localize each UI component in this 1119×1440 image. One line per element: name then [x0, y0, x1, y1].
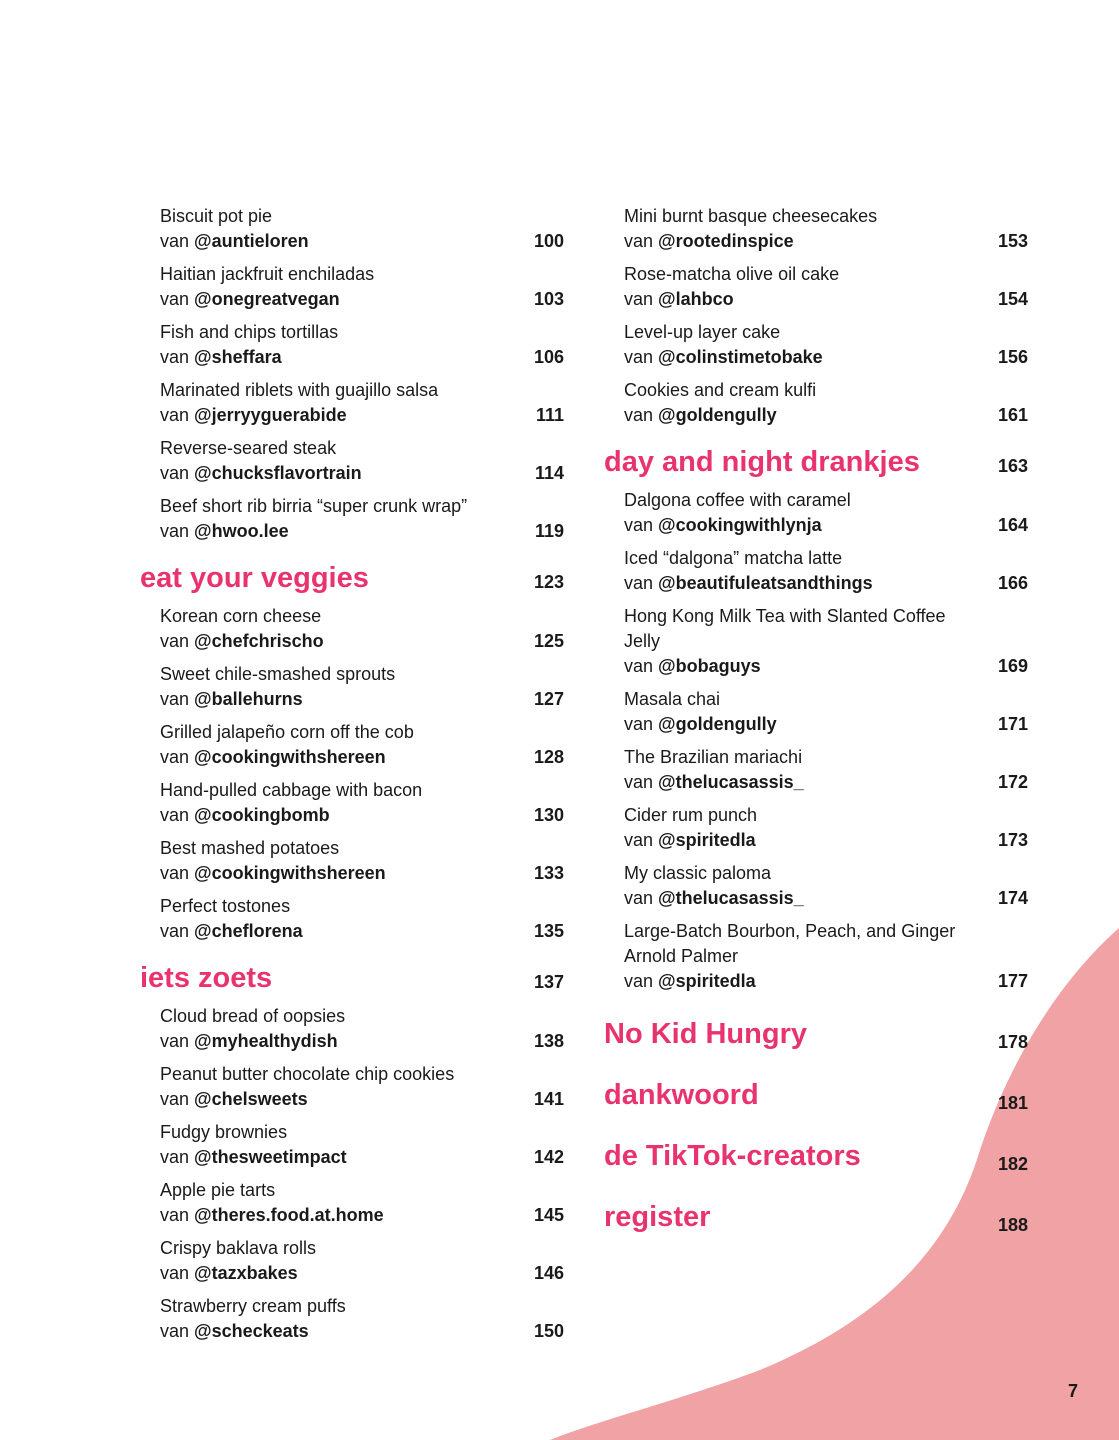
toc-entry[interactable] — [140, 1294, 564, 1344]
toc-entry[interactable] — [140, 836, 564, 886]
toc-entry[interactable] — [140, 204, 564, 254]
page-number: 114 — [534, 463, 564, 483]
page-number: 164 — [997, 515, 1028, 535]
page-number: 106 — [533, 347, 564, 367]
page-number: 103 — [533, 289, 564, 309]
entry-title: Hand-pulled cabbage with bacon — [160, 780, 423, 800]
credit-prefix: van — [160, 463, 190, 483]
creator-handle: @cookingbomb — [194, 805, 330, 825]
entry-credit — [160, 803, 564, 828]
creator-handle: @thelucasassis_ — [658, 772, 804, 792]
toc-group — [604, 488, 1028, 994]
page-number: 137 — [533, 972, 564, 992]
toc-group — [140, 604, 564, 944]
creator-handle: @lahbco — [658, 289, 734, 309]
toc-entry[interactable] — [140, 720, 564, 770]
credit-prefix: van — [624, 515, 654, 535]
entry-credit — [160, 861, 564, 886]
section-title: iets zoets — [140, 962, 273, 994]
entry-title: Peanut butter chocolate chip cookies — [160, 1064, 455, 1084]
creator-handle: @cookingwithlynja — [658, 515, 822, 535]
creator-handle: @auntieloren — [194, 231, 309, 251]
entry-credit — [160, 287, 564, 312]
page-number: 174 — [997, 888, 1028, 908]
entry-title: Mini burnt basque cheesecakes — [624, 206, 878, 226]
creator-handle: @chelsweets — [194, 1089, 308, 1109]
credit-prefix: van — [624, 772, 654, 792]
creator-handle: @hwoo.lee — [194, 521, 289, 541]
section-title: day and night drankjes — [604, 446, 920, 478]
toc-entry[interactable] — [604, 262, 1028, 312]
credit-prefix: van — [160, 347, 190, 367]
entry-credit — [160, 629, 564, 654]
entry-title: Grilled jalapeño corn off the cob — [160, 722, 414, 742]
entry-credit — [160, 229, 564, 254]
entry-credit — [160, 1145, 564, 1170]
entry-credit — [624, 513, 1028, 538]
creator-handle: @thelucasassis_ — [658, 888, 804, 908]
toc-entry[interactable] — [604, 745, 1028, 795]
page-number: 133 — [533, 863, 564, 883]
credit-prefix: van — [160, 921, 190, 941]
section-title: de TikTok-creators — [604, 1140, 861, 1172]
page-number: 166 — [997, 573, 1028, 593]
big-section-heading[interactable] — [604, 1197, 1028, 1258]
page-number: 119 — [534, 521, 564, 541]
creator-handle: @goldengully — [658, 405, 777, 425]
entry-title: The Brazilian mariachi — [624, 747, 803, 767]
toc-entry[interactable] — [604, 861, 1028, 911]
toc-right-column — [604, 204, 1028, 1258]
credit-prefix: van — [160, 805, 190, 825]
entry-credit — [160, 403, 564, 428]
toc-entry[interactable] — [140, 1120, 564, 1170]
entry-credit — [160, 1029, 564, 1054]
section-title: dankwoord — [604, 1079, 759, 1111]
entry-title: Strawberry cream puffs — [160, 1296, 346, 1316]
section-heading-veggies[interactable] — [140, 558, 564, 598]
toc-entry[interactable] — [140, 894, 564, 944]
toc-entry[interactable] — [604, 204, 1028, 254]
entry-title: Masala chai — [624, 689, 721, 709]
credit-prefix: van — [624, 289, 654, 309]
entry-credit — [624, 403, 1028, 428]
page-number: 146 — [533, 1263, 564, 1283]
credit-prefix: van — [624, 231, 654, 251]
credit-prefix: van — [624, 714, 654, 734]
toc-entry[interactable] — [140, 604, 564, 654]
page-number: 123 — [533, 572, 564, 592]
section-title: No Kid Hungry — [604, 1018, 807, 1050]
entry-credit — [160, 519, 564, 544]
credit-prefix: van — [624, 971, 654, 991]
credit-prefix: van — [160, 631, 190, 651]
toc-entry[interactable] — [140, 378, 564, 428]
entry-credit — [160, 687, 564, 712]
page-number: 156 — [997, 347, 1028, 367]
entry-credit — [624, 345, 1028, 370]
page-number: 127 — [533, 689, 564, 709]
page-number: 172 — [997, 772, 1028, 792]
page-folio: 7 — [1067, 1381, 1078, 1401]
entry-title: Hong Kong Milk Tea with Slanted Coffee Jelly — [624, 606, 946, 651]
creator-handle: @jerryyguerabide — [194, 405, 347, 425]
page-number: 182 — [997, 1154, 1028, 1174]
toc-entry[interactable] — [140, 662, 564, 712]
toc-entry[interactable] — [140, 320, 564, 370]
entry-title: Sweet chile-smashed sprouts — [160, 664, 396, 684]
big-section-heading[interactable] — [604, 1136, 1028, 1197]
entry-title: Korean corn cheese — [160, 606, 322, 626]
entry-credit — [624, 886, 1028, 911]
entry-title: Beef short rib birria “super crunk wrap” — [160, 496, 468, 516]
credit-prefix: van — [160, 689, 190, 709]
creator-handle: @scheckeats — [194, 1321, 309, 1341]
toc-entry[interactable] — [140, 778, 564, 828]
page-number: 100 — [533, 231, 564, 251]
page-number: 142 — [533, 1147, 564, 1167]
toc-entry[interactable] — [604, 919, 1028, 994]
entry-title: Best mashed potatoes — [160, 838, 340, 858]
entry-title: Cloud bread of oopsies — [160, 1006, 346, 1026]
credit-prefix: van — [160, 289, 190, 309]
credit-prefix: van — [160, 1263, 190, 1283]
toc-entry[interactable] — [140, 494, 564, 544]
creator-handle: @goldengully — [658, 714, 777, 734]
toc-entry[interactable] — [140, 262, 564, 312]
page-number: 111 — [535, 405, 564, 425]
entry-credit — [624, 287, 1028, 312]
credit-prefix: van — [160, 231, 190, 251]
credit-prefix: van — [160, 1031, 190, 1051]
credit-prefix: van — [160, 747, 190, 767]
credit-prefix: van — [624, 888, 654, 908]
toc-entry[interactable] — [140, 436, 564, 486]
creator-handle: @myhealthydish — [194, 1031, 338, 1051]
toc-entry[interactable] — [604, 378, 1028, 428]
toc-group — [140, 204, 564, 544]
entry-title: Reverse-seared steak — [160, 438, 337, 458]
entry-credit — [160, 1261, 564, 1286]
credit-prefix: van — [160, 405, 190, 425]
creator-handle: @sheffara — [194, 347, 282, 367]
creator-handle: @tazxbakes — [194, 1263, 298, 1283]
creator-handle: @chucksflavortrain — [194, 463, 362, 483]
page-number: 145 — [533, 1205, 564, 1225]
entry-title: Large-Batch Bourbon, Peach, and Ginger Arnold Palmer — [624, 921, 956, 966]
entry-credit — [624, 969, 1028, 994]
credit-prefix: van — [160, 1321, 190, 1341]
entry-title: Haitian jackfruit enchiladas — [160, 264, 375, 284]
page-number: 128 — [533, 747, 564, 767]
big-section-heading[interactable] — [604, 1014, 1028, 1075]
creator-handle: @onegreatvegan — [194, 289, 340, 309]
credit-prefix: van — [160, 1147, 190, 1167]
creator-handle: @cookingwithshereen — [194, 863, 386, 883]
toc-group — [140, 1004, 564, 1344]
toc-entry[interactable] — [604, 803, 1028, 853]
section-heading-drankjes[interactable] — [604, 442, 1028, 482]
creator-handle: @colinstimetobake — [658, 347, 823, 367]
page-number: 161 — [997, 405, 1028, 425]
page-number: 163 — [997, 456, 1028, 476]
entry-title: Marinated riblets with guajillo salsa — [160, 380, 439, 400]
entry-title: Iced “dalgona” matcha latte — [624, 548, 843, 568]
page-number: 138 — [533, 1031, 564, 1051]
creator-handle: @bobaguys — [658, 656, 761, 676]
creator-handle: @thesweetimpact — [194, 1147, 347, 1167]
creator-handle: @spiritedla — [658, 830, 756, 850]
creator-handle: @chefchrischo — [194, 631, 324, 651]
credit-prefix: van — [624, 656, 654, 676]
creator-handle: @theres.food.at.home — [194, 1205, 384, 1225]
credit-prefix: van — [624, 830, 654, 850]
credit-prefix: van — [160, 1089, 190, 1109]
entry-title: Cookies and cream kulfi — [624, 380, 817, 400]
entry-title: Dalgona coffee with caramel — [624, 490, 851, 510]
entry-title: My classic paloma — [624, 863, 772, 883]
page-number: 169 — [997, 656, 1028, 676]
credit-prefix: van — [624, 573, 654, 593]
creator-handle: @cheflorena — [194, 921, 303, 941]
page-number: 125 — [533, 631, 564, 651]
toc-entry[interactable] — [604, 687, 1028, 737]
entry-credit — [160, 1087, 564, 1112]
entry-credit — [160, 1203, 564, 1228]
entry-title: Apple pie tarts — [160, 1180, 276, 1200]
entry-title: Biscuit pot pie — [160, 206, 273, 226]
page-number: 177 — [997, 971, 1028, 991]
toc-left-column — [140, 204, 564, 1352]
entry-credit — [624, 828, 1028, 853]
page-number: 141 — [533, 1089, 564, 1109]
creator-handle: @spiritedla — [658, 971, 756, 991]
credit-prefix: van — [624, 405, 654, 425]
page-number: 150 — [533, 1321, 564, 1341]
entry-title: Cider rum punch — [624, 805, 758, 825]
toc-entry[interactable] — [140, 1236, 564, 1286]
toc-entry[interactable] — [604, 320, 1028, 370]
entry-credit — [160, 1319, 564, 1344]
section-title: eat your veggies — [140, 562, 369, 594]
entry-credit — [160, 745, 564, 770]
toc-entry[interactable] — [604, 488, 1028, 538]
entry-title: Rose-matcha olive oil cake — [624, 264, 840, 284]
page-number: 188 — [997, 1215, 1028, 1235]
toc-entry[interactable] — [140, 1178, 564, 1228]
page-number: 153 — [997, 231, 1028, 251]
credit-prefix: van — [160, 863, 190, 883]
entry-title: Crispy baklava rolls — [160, 1238, 317, 1258]
credit-prefix: van — [624, 347, 654, 367]
entry-credit — [624, 712, 1028, 737]
entry-title: Perfect tostones — [160, 896, 291, 916]
section-title: register — [604, 1201, 711, 1233]
page-number: 154 — [997, 289, 1028, 309]
entry-credit — [160, 919, 564, 944]
creator-handle: @ballehurns — [194, 689, 303, 709]
page-number: 130 — [533, 805, 564, 825]
entry-title: Fish and chips tortillas — [160, 322, 339, 342]
toc-entry[interactable] — [604, 604, 1028, 679]
creator-handle: @beautifuleatsandthings — [658, 573, 873, 593]
entry-credit — [624, 770, 1028, 795]
big-sections — [604, 1014, 1028, 1258]
entry-title: Level-up layer cake — [624, 322, 781, 342]
entry-credit — [160, 461, 564, 486]
toc-group — [604, 204, 1028, 428]
section-heading-zoets[interactable] — [140, 958, 564, 998]
credit-prefix: van — [160, 1205, 190, 1225]
entry-credit — [160, 345, 564, 370]
toc-entry[interactable] — [140, 1062, 564, 1112]
toc-entry[interactable] — [140, 1004, 564, 1054]
creator-handle: @cookingwithshereen — [194, 747, 386, 767]
page-number: 181 — [997, 1093, 1028, 1113]
page-number: 178 — [997, 1032, 1028, 1052]
entry-credit — [624, 229, 1028, 254]
toc-entry[interactable] — [604, 546, 1028, 596]
entry-credit — [624, 571, 1028, 596]
entry-title: Fudgy brownies — [160, 1122, 288, 1142]
page-number: 173 — [997, 830, 1028, 850]
big-section-heading[interactable] — [604, 1075, 1028, 1136]
page-number: 135 — [533, 921, 564, 941]
credit-prefix: van — [160, 521, 190, 541]
page-number: 171 — [997, 714, 1028, 734]
entry-credit — [624, 654, 1028, 679]
creator-handle: @rootedinspice — [658, 231, 794, 251]
